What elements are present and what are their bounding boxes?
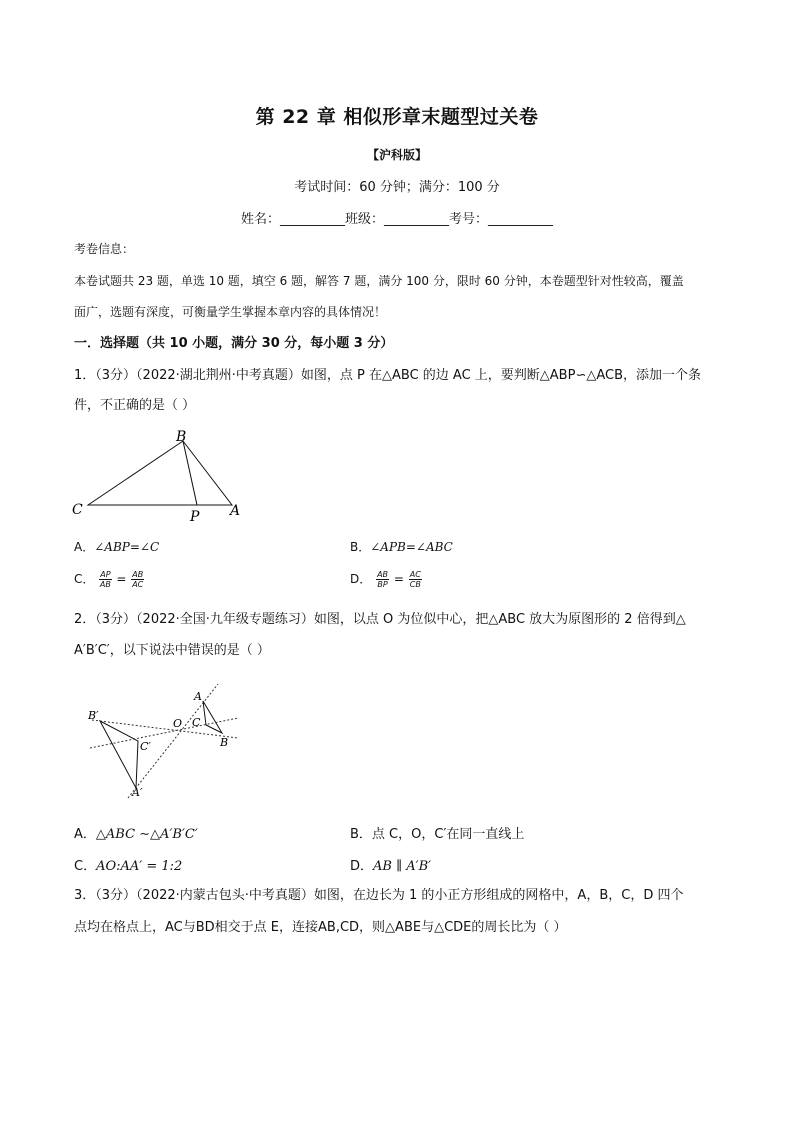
q1-d-num-2: AC [409,570,421,579]
q1-d-num-1: AB [377,570,389,579]
q1-option-b-text: ∠APB=∠ABC [370,540,453,554]
q1-stem-line-1: 1．（3分）（2022·湖北荆州·中考真题）如图，点 P 在△ABC 的边 AC 上，要判断△ABP∽△ACB，添加一个条 [74,368,701,383]
q2-homothety-figure [70,680,250,805]
q1-stem-line-2: 件，不正确的是（ ） [74,398,196,413]
q1-triangle-figure [70,425,250,525]
q1-c-eq: = [116,572,127,586]
q2-label-o: O [173,717,183,730]
q1-option-a-text: ∠ABP=∠C [94,540,160,554]
q1-option-c-letter: C． [74,572,95,586]
q2-option-b[interactable] [350,823,524,842]
q2-label-c: C [192,716,201,729]
q1-d-eq: = [393,572,404,586]
q1-label-a: A [230,503,241,519]
q2-label-b: B [220,736,229,749]
student-info-line: 姓名：__________班级：__________考号：__________ [240,212,553,227]
q1-label-c: C [72,502,83,518]
q1-option-d-frac-1 [376,570,389,589]
q2-option-d[interactable] [350,855,431,874]
q1-option-a-letter: A． [74,540,95,554]
q1-d-den-1: BP [377,580,388,589]
q1-option-a[interactable] [74,538,159,555]
q2-option-c-letter: C． [74,859,97,874]
exam-time: 考试时间：60 分钟；满分：100 分 [294,180,500,195]
edition-label: 【沪科版】 [366,148,427,162]
q2-option-d-text: AB ∥ A′B′ [373,859,432,874]
q2-stem-line-2: A′B′C′，以下说法中错误的是（ ） [74,643,270,658]
q1-c-num-2: AB [132,570,144,579]
q1-label-b: B [176,429,187,445]
q2-label-c1: C′ [140,740,151,753]
q1-option-c-frac-1 [99,570,111,589]
q2-option-b-letter: B． [350,827,372,842]
q1-c-den-2: AC [132,580,144,589]
q2-stem-line-1: 2．（3分）（2022·全国·九年级专题练习）如图，以点 O 为位似中心，把△ABC 放大为原图形的 2 倍得到△ [74,612,686,627]
q2-option-b-text: 点 C，O，C′在同一直线上 [371,827,525,842]
q3-stem-line-2: 点均在格点上，AC与BD相交于点 E，连接AB,CD，则△ABE与△CDE的周长比为（ ） [74,920,567,935]
q1-option-d-letter: D． [350,572,372,586]
q2-label-b1: B′ [88,709,99,722]
q1-option-c-frac-2 [131,570,144,589]
section-heading: 一．选择题（共 10 小题，满分 30 分，每小题 3 分） [74,336,394,351]
q1-c-den-1: AB [99,580,111,589]
q1-label-p: P [190,509,200,525]
q2-option-a-text: △ABC ∼△A′B′C′ [95,827,198,842]
q1-c-num-1: AP [100,570,111,579]
info-line-2: 面广，选题有深度，可衡量学生掌握本章内容的具体情况！ [74,305,387,319]
q2-option-c[interactable] [74,855,182,874]
q2-label-a: A [194,690,202,703]
info-line-1: 本卷试题共 23 题，单选 10 题，填空 6 题，解答 7 题，满分 100 分，限时 60 分钟，本卷题型针对性较高，覆盖 [74,274,684,288]
q2-option-c-text: AO:AA′ = 1:2 [96,859,183,874]
q2-option-a-letter: A． [74,827,96,842]
q2-label-a1: A′ [132,786,143,799]
q1-option-d[interactable] [350,570,423,589]
q1-d-den-2: CB [409,580,421,589]
q1-option-b-letter: B． [350,540,371,554]
q1-option-c[interactable] [74,570,145,589]
q2-option-d-letter: D． [350,859,374,874]
q1-option-d-frac-2 [409,570,422,589]
q1-option-b[interactable] [350,538,453,555]
info-label: 考卷信息： [74,242,135,256]
q3-stem-line-1: 3．（3分）（2022·内蒙古包头·中考真题）如图，在边长为 1 的小正方形组成的网格中，A，B，C，D 四个 [74,888,684,903]
q2-option-a[interactable] [74,823,198,842]
page-title: 第 22 章 相似形章末题型过关卷 [255,106,539,128]
